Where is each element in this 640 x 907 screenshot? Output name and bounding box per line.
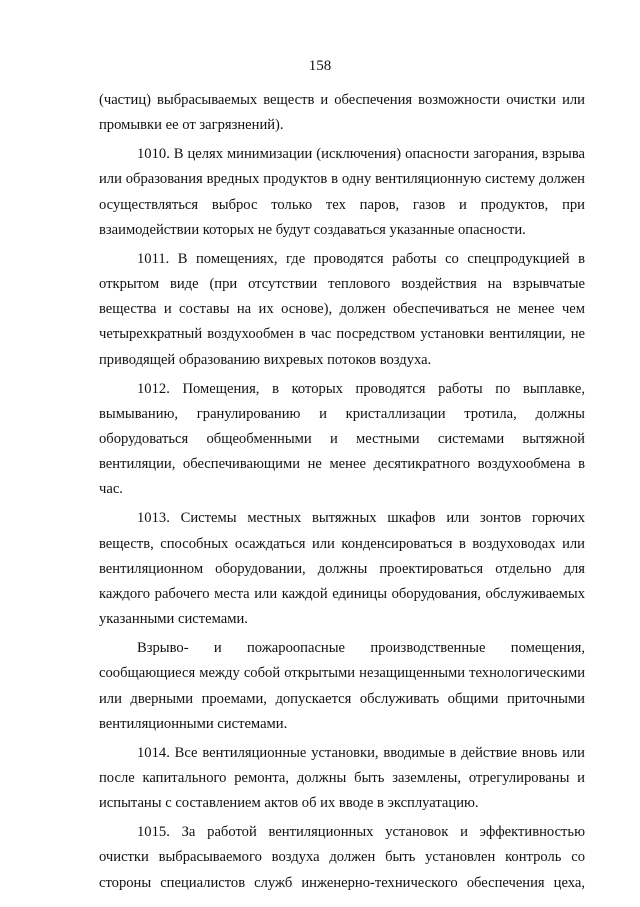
- paragraph-1013: 1013. Системы местных вытяжных шкафов или зонтов горючих веществ, способных осаждаться или конденсироваться в воздуховодах или вентиляционном оборудовании, должны проектироваться отдельно для каждого рабочего места или каждой единицы оборудования, обслуживаемых указанными системами.: [99, 510, 585, 628]
- paragraph-1013-addendum: Взрыво- и пожароопасные производственные помещения, сообщающиеся между собой открытыми незащищенными технологическими или дверными проемами, допускается обслуживать общими приточными вентиляционными системами.: [99, 640, 585, 732]
- paragraph-1012: 1012. Помещения, в которых проводятся работы по выплавке, вымыванию, гранулированию и кристаллизации тротила, должны оборудоваться общеобменными и местными системами вытяжной вентиляции, обеспечивающими не менее десятикратного воздухообмена в час.: [99, 380, 585, 498]
- paragraph-1010: 1010. В целях минимизации (исключения) опасности загорания, взрыва или образования вредных продуктов в одну вентиляционную систему должен осуществляться выброс только тех паров, газов и продуктов, при взаимодействии которых не будут создаваться указанные опасности.: [99, 146, 585, 238]
- paragraph-1014: 1014. Все вентиляционные установки, вводимые в действие вновь или после капитального ремонта, должны быть заземлены, отрегулированы и испытаны с составлением актов об их вводе в эксплуатацию.: [99, 744, 585, 812]
- paragraph-1011: 1011. В помещениях, где проводятся работы со спецпродукцией в открытом виде (при отсутствии теплового воздействия на взрывчатые вещества и составы на их основе), должен обеспечиваться не менее чем четырехкратный воздухообмен в час посредством установки вентиляции, не приводящей образованию вихревых потоков воздуха.: [99, 250, 585, 368]
- paragraph-1015: 1015. За работой вентиляционных установок и эффективностью очистки выбрасываемого воздуха должен быть установлен контроль со стороны специалистов служб инженерно-технического обеспечения цеха,: [99, 824, 585, 891]
- page-number: 158: [308, 58, 332, 74]
- paragraph-continuation: (частиц) выбрасываемых веществ и обеспечения возможности очистки или промывки ее от загрязнений).: [99, 92, 585, 134]
- document-body: [99, 88, 585, 896]
